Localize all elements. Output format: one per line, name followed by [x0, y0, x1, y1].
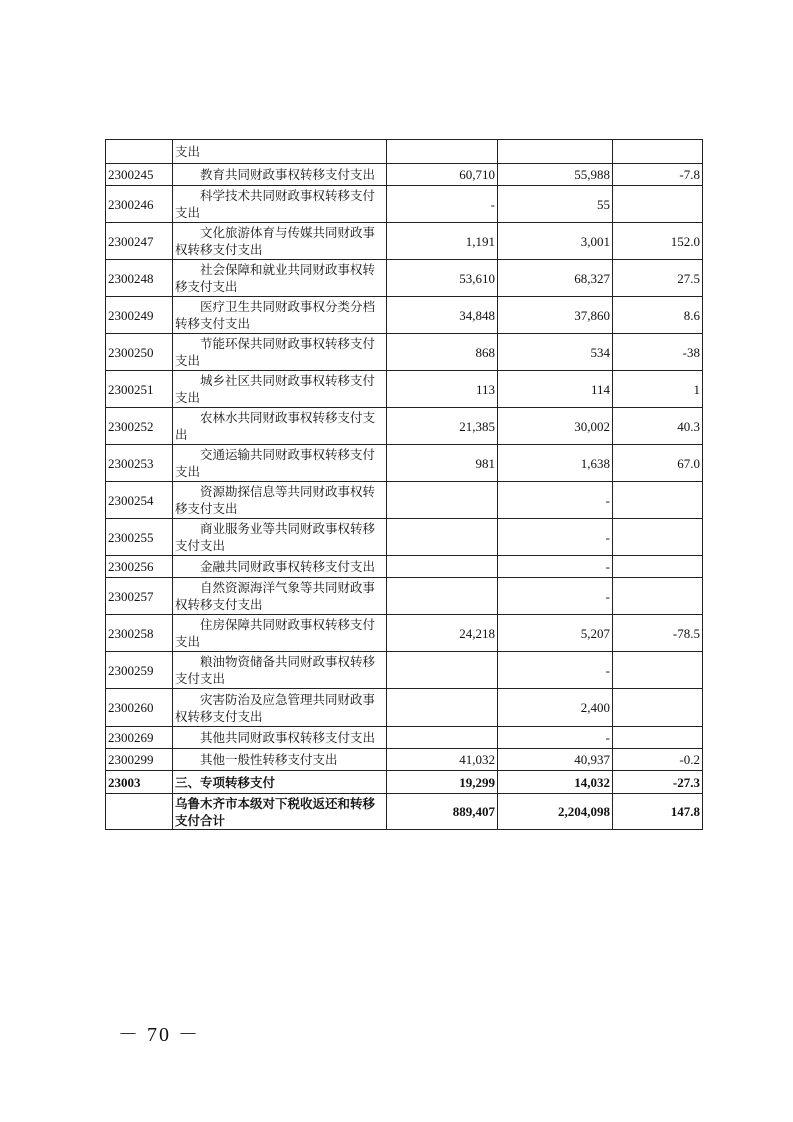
row-value-current: 114: [498, 371, 613, 408]
row-value-previous: 889,407: [387, 794, 498, 830]
row-value-previous: 19,299: [387, 771, 498, 794]
row-value-previous: [387, 578, 498, 615]
row-change-percent: -7.8: [613, 164, 703, 186]
budget-table: [105, 139, 703, 830]
row-code: 2300252: [106, 408, 173, 445]
row-change-percent: [613, 652, 703, 689]
table-row: [106, 223, 703, 260]
row-value-current: -: [498, 482, 613, 519]
row-code: 2300246: [106, 186, 173, 223]
row-name: 交通运输共同财政事权转移支付支出: [173, 445, 387, 482]
table-row: [106, 297, 703, 334]
row-value-current: -: [498, 578, 613, 615]
table-row: [106, 771, 703, 794]
table-row: [106, 186, 703, 223]
row-value-previous: [387, 556, 498, 578]
table-row: [106, 652, 703, 689]
row-value-current: -: [498, 652, 613, 689]
row-change-percent: [613, 578, 703, 615]
row-value-previous: 60,710: [387, 164, 498, 186]
row-value-current: 3,001: [498, 223, 613, 260]
row-code: 2300258: [106, 615, 173, 652]
row-value-previous: 34,848: [387, 297, 498, 334]
row-name: 自然资源海洋气象等共同财政事权转移支付支出: [173, 578, 387, 615]
row-value-previous: [387, 727, 498, 749]
row-name: 其他共同财政事权转移支付支出: [173, 727, 387, 749]
row-name: 商业服务业等共同财政事权转移支付支出: [173, 519, 387, 556]
table-row: [106, 260, 703, 297]
row-value-current: -: [498, 519, 613, 556]
row-change-percent: [613, 727, 703, 749]
row-name: 文化旅游体育与传媒共同财政事权转移支付支出: [173, 223, 387, 260]
row-code: 2300248: [106, 260, 173, 297]
row-code: 2300254: [106, 482, 173, 519]
table-row: [106, 727, 703, 749]
table-row: [106, 749, 703, 771]
row-name: 城乡社区共同财政事权转移支付支出: [173, 371, 387, 408]
row-code: 23003: [106, 771, 173, 794]
row-name: 其他一般性转移支付支出: [173, 749, 387, 771]
row-code: 2300260: [106, 689, 173, 727]
row-value-previous: 21,385: [387, 408, 498, 445]
row-value-current: 2,204,098: [498, 794, 613, 830]
row-value-current: 30,002: [498, 408, 613, 445]
row-change-percent: 8.6: [613, 297, 703, 334]
table-row: [106, 371, 703, 408]
row-value-previous: 24,218: [387, 615, 498, 652]
row-code: 2300249: [106, 297, 173, 334]
table-row: [106, 794, 703, 830]
row-value-current: 40,937: [498, 749, 613, 771]
row-value-previous: [387, 482, 498, 519]
row-change-percent: -38: [613, 334, 703, 371]
row-name: 资源勘探信息等共同财政事权转移支付支出: [173, 482, 387, 519]
row-name: 节能环保共同财政事权转移支付支出: [173, 334, 387, 371]
table-row: [106, 164, 703, 186]
row-name: 社会保障和就业共同财政事权转移支付支出: [173, 260, 387, 297]
row-value-previous: -: [387, 186, 498, 223]
row-value-previous: [387, 519, 498, 556]
row-name: 粮油物资储备共同财政事权转移支付支出: [173, 652, 387, 689]
table-row: [106, 556, 703, 578]
row-name: 医疗卫生共同财政事权分类分档转移支付支出: [173, 297, 387, 334]
row-code: 2300257: [106, 578, 173, 615]
row-value-current: 5,207: [498, 615, 613, 652]
table-row: [106, 482, 703, 519]
page-number: － 70 －: [118, 1024, 200, 1046]
row-value-current: 14,032: [498, 771, 613, 794]
row-value-previous: 113: [387, 371, 498, 408]
row-change-percent: [613, 482, 703, 519]
row-value-current: 55,988: [498, 164, 613, 186]
row-value-current: 55: [498, 186, 613, 223]
row-change-percent: [613, 519, 703, 556]
table-row: [106, 334, 703, 371]
row-name: 金融共同财政事权转移支付支出: [173, 556, 387, 578]
row-name: 教育共同财政事权转移支付支出: [173, 164, 387, 186]
row-name: 乌鲁木齐市本级对下税收返还和转移支付合计: [173, 794, 387, 830]
row-value-previous: 53,610: [387, 260, 498, 297]
row-value-current: 1,638: [498, 445, 613, 482]
row-change-percent: -27.3: [613, 771, 703, 794]
row-value-current: 37,860: [498, 297, 613, 334]
row-value-current: 2,400: [498, 689, 613, 727]
row-change-percent: 67.0: [613, 445, 703, 482]
row-code: [106, 140, 173, 164]
row-value-previous: [387, 652, 498, 689]
row-name: 科学技术共同财政事权转移支付支出: [173, 186, 387, 223]
row-code: 2300269: [106, 727, 173, 749]
row-change-percent: [613, 556, 703, 578]
table-row: [106, 445, 703, 482]
row-value-previous: 41,032: [387, 749, 498, 771]
row-change-percent: [613, 186, 703, 223]
table-row: [106, 689, 703, 727]
row-change-percent: 152.0: [613, 223, 703, 260]
table-body: [106, 140, 703, 830]
row-code: 2300245: [106, 164, 173, 186]
row-value-current: 68,327: [498, 260, 613, 297]
row-code: 2300247: [106, 223, 173, 260]
table-row: [106, 578, 703, 615]
row-value-previous: [387, 140, 498, 164]
row-change-percent: 147.8: [613, 794, 703, 830]
row-value-current: 534: [498, 334, 613, 371]
row-change-percent: 27.5: [613, 260, 703, 297]
row-change-percent: -78.5: [613, 615, 703, 652]
row-change-percent: 1: [613, 371, 703, 408]
row-name: 农林水共同财政事权转移支付支出: [173, 408, 387, 445]
row-code: 2300259: [106, 652, 173, 689]
row-code: 2300250: [106, 334, 173, 371]
row-code: 2300251: [106, 371, 173, 408]
row-name: 支出: [173, 140, 387, 164]
table-row: [106, 615, 703, 652]
table-row: [106, 519, 703, 556]
row-value-previous: [387, 689, 498, 727]
table-row: [106, 408, 703, 445]
row-change-percent: -0.2: [613, 749, 703, 771]
row-value-current: [498, 140, 613, 164]
row-name: 住房保障共同财政事权转移支付支出: [173, 615, 387, 652]
row-value-current: -: [498, 727, 613, 749]
row-change-percent: [613, 140, 703, 164]
row-value-previous: 981: [387, 445, 498, 482]
row-name: 灾害防治及应急管理共同财政事权转移支付支出: [173, 689, 387, 727]
row-code: 2300299: [106, 749, 173, 771]
row-code: 2300253: [106, 445, 173, 482]
row-change-percent: 40.3: [613, 408, 703, 445]
row-value-previous: 1,191: [387, 223, 498, 260]
row-change-percent: [613, 689, 703, 727]
row-code: [106, 794, 173, 830]
table-row: [106, 140, 703, 164]
row-name: 三、专项转移支付: [173, 771, 387, 794]
row-value-previous: 868: [387, 334, 498, 371]
row-code: 2300256: [106, 556, 173, 578]
row-code: 2300255: [106, 519, 173, 556]
row-value-current: -: [498, 556, 613, 578]
